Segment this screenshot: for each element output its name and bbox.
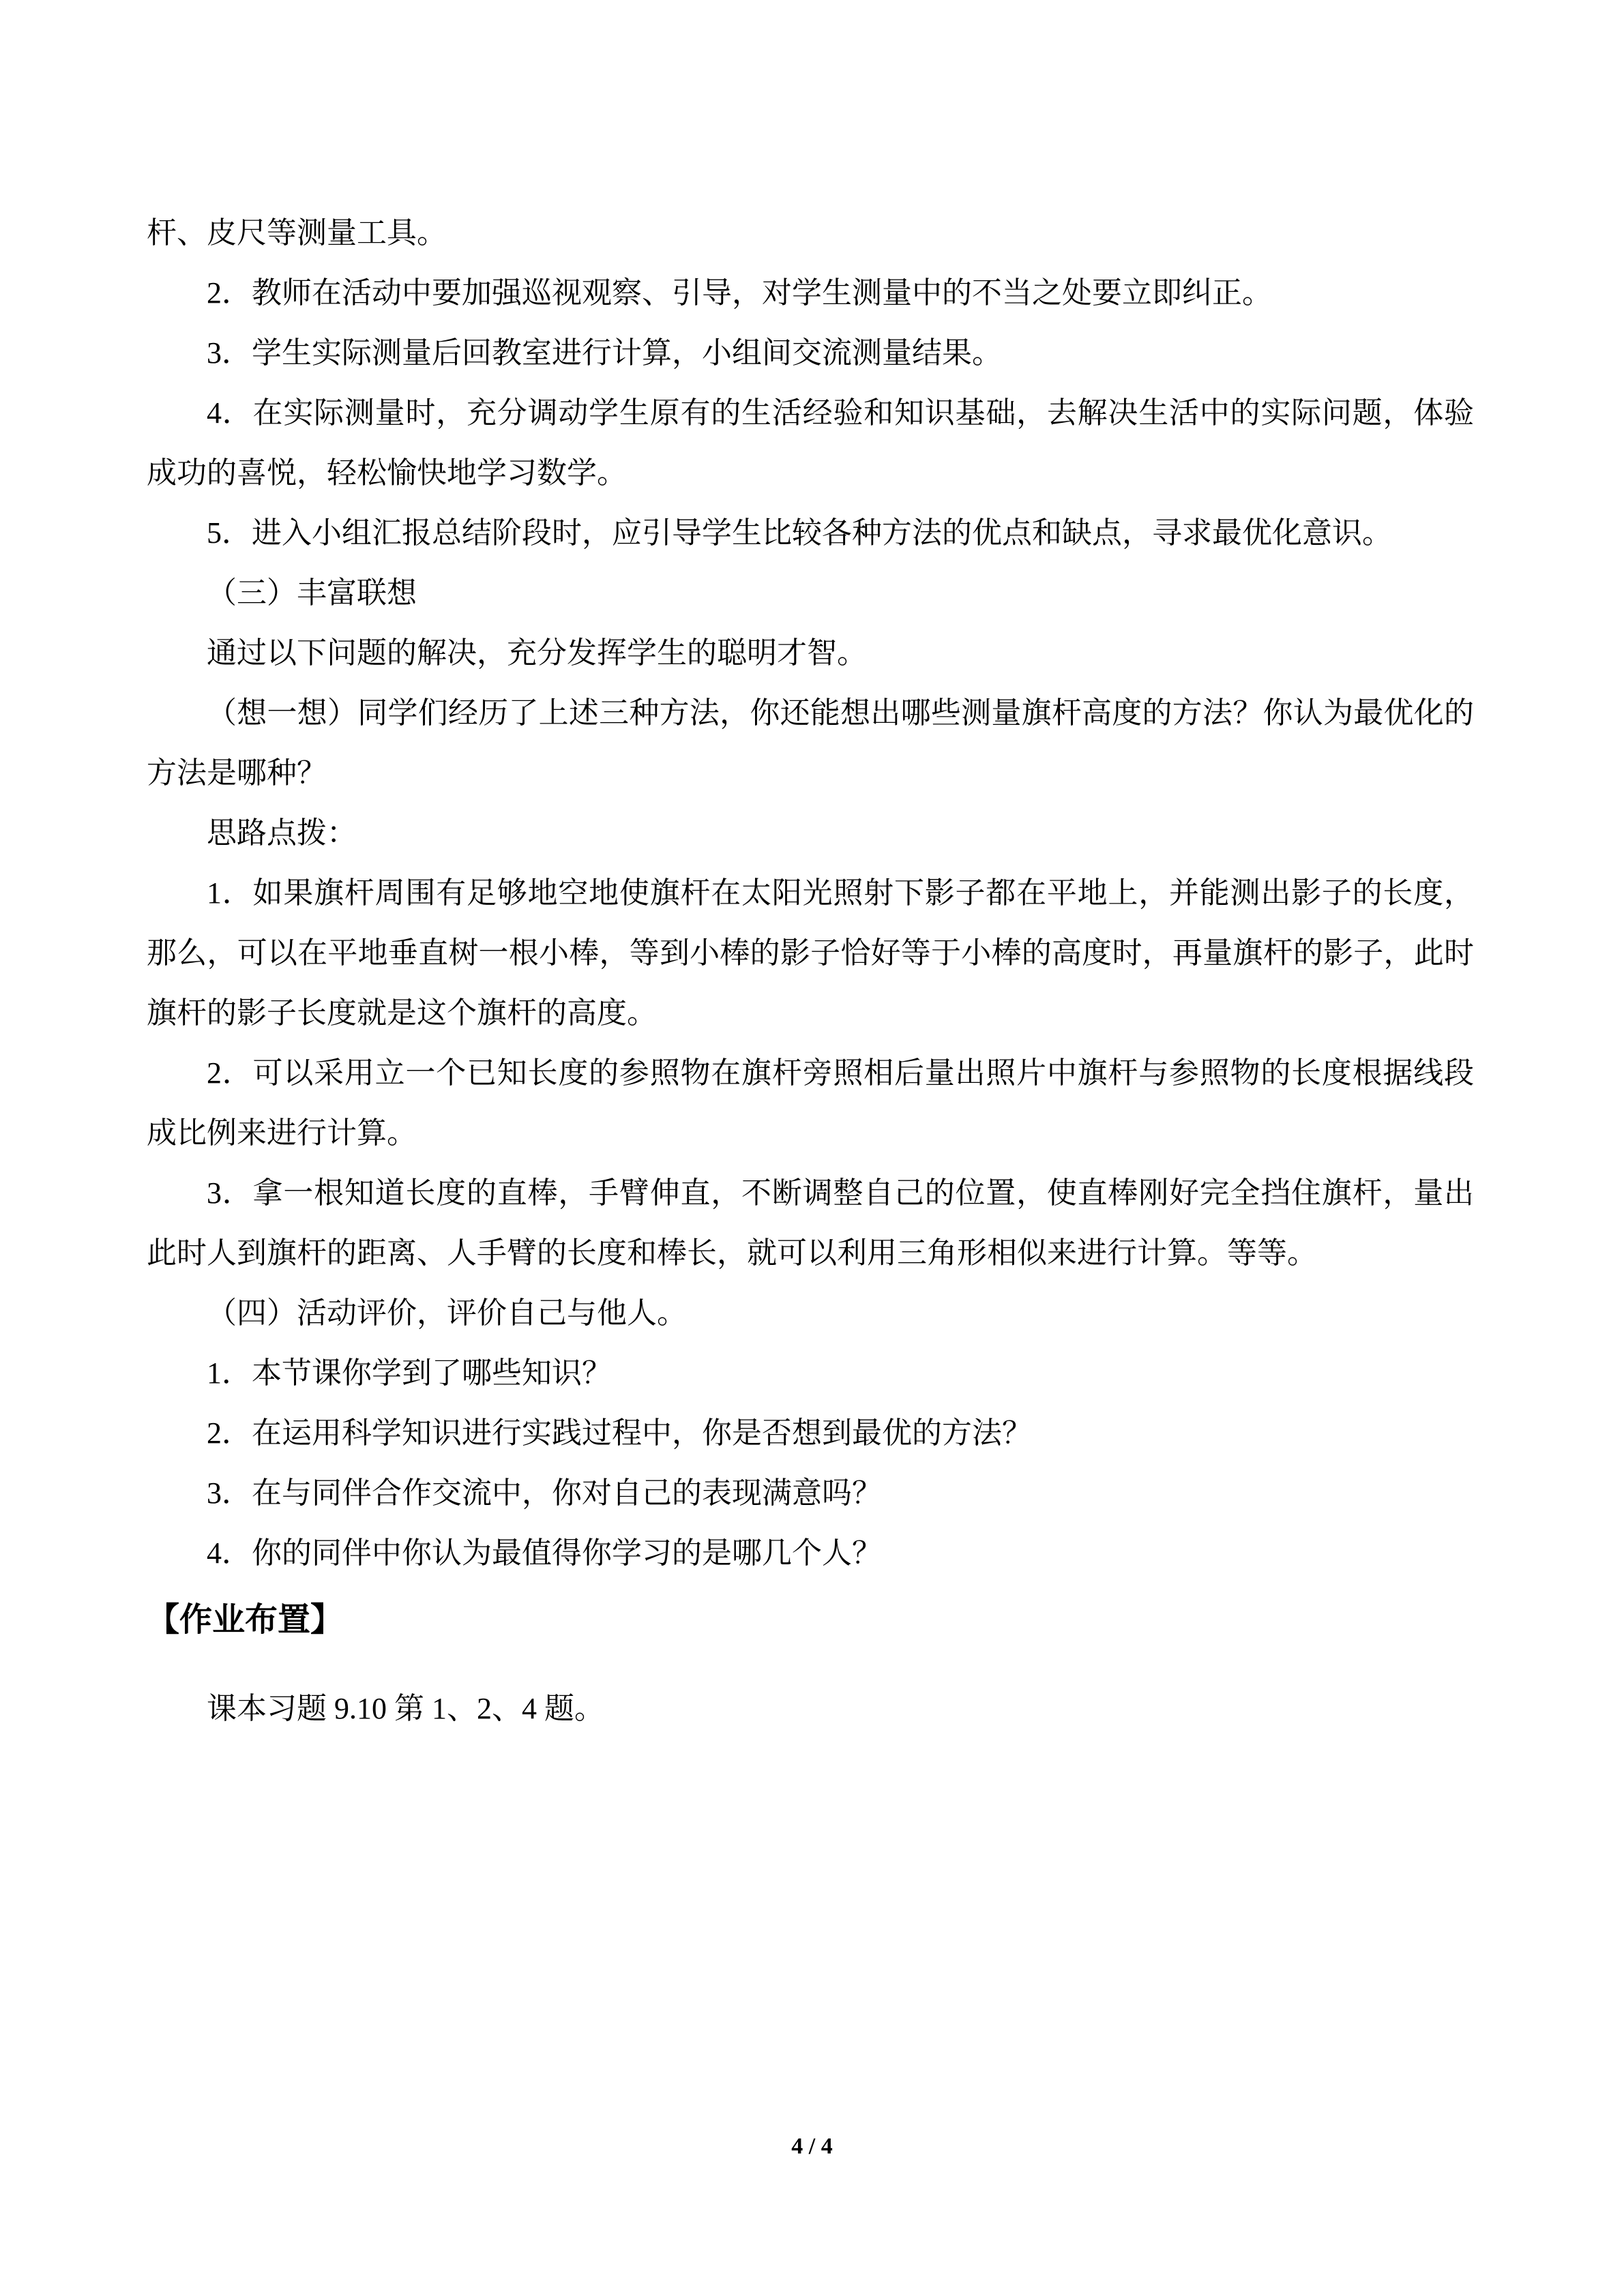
paragraph-19: 课本习题 9.10 第 1、2、4 题。 bbox=[207, 1692, 604, 1725]
paragraph-13: （四）活动评价，评价自己与他人。 bbox=[207, 1296, 687, 1330]
paragraph-7: 通过以下问题的解决，充分发挥学生的聪明才智。 bbox=[207, 636, 867, 670]
page-number bbox=[0, 2133, 1624, 2160]
paragraph-8: （想一想）同学们经历了上述三种方法，你还能想出哪些测量旗杆高度的方法？你认为最优化的方法是哪种？ bbox=[147, 696, 1474, 790]
paragraph-12: 3．拿一根知道长度的直棒，手臂伸直，不断调整自己的位置，使直棒刚好完全挡住旗杆，量出此时人到旗杆的距离、人手臂的长度和棒长，就可以利用三角形相似来进行计算。等等。 bbox=[147, 1176, 1474, 1270]
paragraph-5: 5．进入小组汇报总结阶段时，应引导学生比较各种方法的优点和缺点，寻求最优化意识。 bbox=[207, 516, 1392, 550]
paragraph-6: （三）丰富联想 bbox=[207, 576, 417, 610]
paragraph-2: 2．教师在活动中要加强巡视观察、引导，对学生测量中的不当之处要立即纠正。 bbox=[207, 276, 1272, 310]
document-body bbox=[147, 203, 1474, 1739]
paragraph-3: 3．学生实际测量后回教室进行计算，小组间交流测量结果。 bbox=[207, 336, 1002, 370]
paragraph-1: 杆、皮尺等测量工具。 bbox=[147, 216, 447, 250]
section-heading: 【作业布置】 bbox=[147, 1602, 344, 1638]
paragraph-9: 思路点拨： bbox=[207, 816, 357, 850]
paragraph-10: 1．如果旗杆周围有足够地空地使旗杆在太阳光照射下影子都在平地上，并能测出影子的长度，那么，可以在平地垂直树一根小棒，等到小棒的影子恰好等于小棒的高度时，再量旗杆的影子，此时旗杆的影子长度就是这个旗杆的高度。 bbox=[147, 876, 1474, 1030]
paragraph-17: 4．你的同伴中你认为最值得你学习的是哪几个人？ bbox=[207, 1536, 882, 1570]
paragraph-11: 2．可以采用立一个已知长度的参照物在旗杆旁照相后量出照片中旗杆与参照物的长度根据线段成比例来进行计算。 bbox=[147, 1056, 1474, 1150]
page-number-text: 4 / 4 bbox=[791, 2134, 833, 2159]
paragraph-14: 1．本节课你学到了哪些知识？ bbox=[207, 1356, 612, 1390]
paragraph-16: 3．在与同伴合作交流中，你对自己的表现满意吗？ bbox=[207, 1476, 882, 1510]
paragraph-15: 2．在运用科学知识进行实践过程中，你是否想到最优的方法？ bbox=[207, 1416, 1032, 1450]
paragraph-4: 4．在实际测量时，充分调动学生原有的生活经验和知识基础，去解决生活中的实际问题，体验成功的喜悦，轻松愉快地学习数学。 bbox=[147, 396, 1474, 490]
